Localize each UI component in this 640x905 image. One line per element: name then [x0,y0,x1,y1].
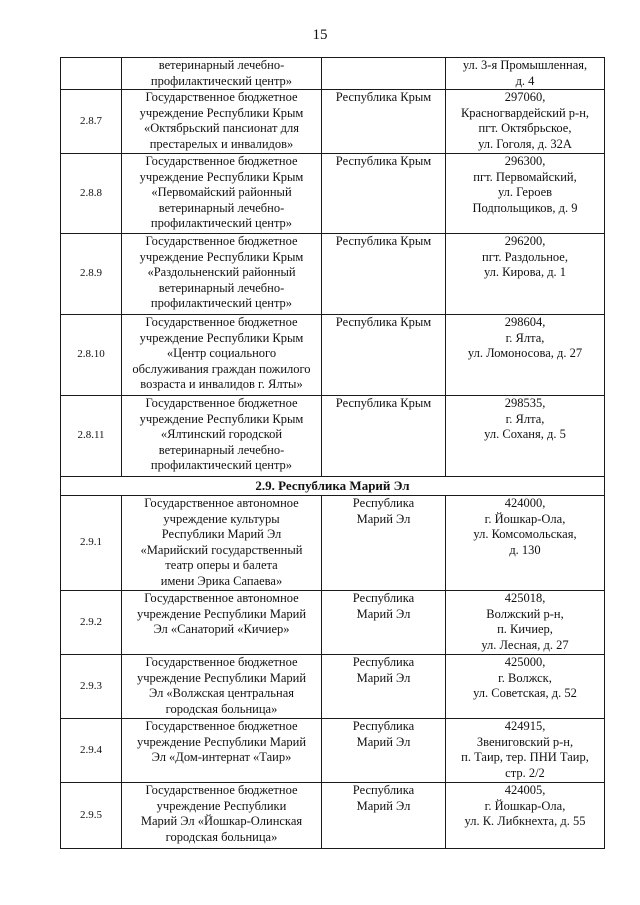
address: 425000, г. Волжск, ул. Советская, д. 52 [446,655,605,719]
table-row [61,655,605,719]
organization-name: Государственное автономное учреждение культуры Республики Марий Эл «Марийский государственный театр оперы и балета имени Эрика Сапаева» [122,496,322,591]
address: 424000, г. Йошкар-Ола, ул. Комсомольская, д. 130 [446,496,605,591]
region [322,58,446,90]
organization-name: Государственное бюджетное учреждение Республики Крым «Октябрьский пансионат для престарелых и инвалидов» [122,90,322,154]
region: Республика Марий Эл [322,591,446,655]
organization-name: Государственное бюджетное учреждение Республики Марий Эл «Дом-интернат «Таир» [122,719,322,783]
address: ул. 3-я Промышленная, д. 4 [446,58,605,90]
row-number: 2.9.3 [61,655,122,719]
page-number: 15 [312,27,328,43]
table-row [61,90,605,154]
region: Республика Марий Эл [322,783,446,849]
row-number: 2.9.4 [61,719,122,783]
region: Республика Крым [322,90,446,154]
table-row [61,154,605,234]
region: Республика Крым [322,154,446,234]
organization-name: Государственное автономное учреждение Республики Марий Эл «Санаторий «Кичиер» [122,591,322,655]
row-number: 2.9.2 [61,591,122,655]
row-number: 2.9.1 [61,496,122,591]
organization-name: Государственное бюджетное учреждение Республики Марий Эл «Волжская центральная городская больница» [122,655,322,719]
table-row [61,234,605,315]
row-number: 2.8.9 [61,234,122,315]
row-number [61,58,122,90]
row-number: 2.8.10 [61,315,122,396]
table-row [61,783,605,849]
region: Республика Крым [322,234,446,315]
row-number: 2.9.5 [61,783,122,849]
organization-name: Государственное бюджетное учреждение Республики Марий Эл «Йошкар-Олинская городская больница» [122,783,322,849]
address: 424915, Звениговский р-н, п. Таир, тер. ПНИ Таир, стр. 2/2 [446,719,605,783]
organization-name: Государственное бюджетное учреждение Республики Крым «Центр социального обслуживания граждан пожилого возраста и инвалидов г. Ялты» [122,315,322,396]
region: Республика Крым [322,396,446,477]
region: Республика Марий Эл [322,496,446,591]
region: Республика Крым [322,315,446,396]
table-row [61,496,605,591]
address: 296200, пгт. Раздольное, ул. Кирова, д. 1 [446,234,605,315]
organization-name: Государственное бюджетное учреждение Республики Крым «Первомайский районный ветеринарный лечебно- профилактический центр» [122,154,322,234]
row-number: 2.8.11 [61,396,122,477]
address: 296300, пгт. Первомайский, ул. Героев Подпольщиков, д. 9 [446,154,605,234]
organization-name: Государственное бюджетное учреждение Республики Крым «Ялтинский городской ветеринарный лечебно- профилактический центр» [122,396,322,477]
table-row [61,396,605,477]
organization-name: ветеринарный лечебно- профилактический центр» [122,58,322,90]
table-row-continuation [61,58,605,90]
address: 424005, г. Йошкар-Ола, ул. К. Либкнехта, д. 55 [446,783,605,849]
row-number: 2.8.8 [61,154,122,234]
address: 298535, г. Ялта, ул. Соханя, д. 5 [446,396,605,477]
section-title: 2.9. Республика Марий Эл [61,477,605,496]
organizations-table [60,57,605,849]
address: 297060, Красногвардейский р-н, пгт. Октябрьское, ул. Гоголя, д. 32А [446,90,605,154]
section-header-row [61,477,605,496]
table-row [61,315,605,396]
region: Республика Марий Эл [322,719,446,783]
address: 298604, г. Ялта, ул. Ломоносова, д. 27 [446,315,605,396]
table-row [61,719,605,783]
address: 425018, Волжский р-н, п. Кичиер, ул. Лесная, д. 27 [446,591,605,655]
table-row [61,591,605,655]
region: Республика Марий Эл [322,655,446,719]
organization-name: Государственное бюджетное учреждение Республики Крым «Раздольненский районный ветеринарный лечебно- профилактический центр» [122,234,322,315]
row-number: 2.8.7 [61,90,122,154]
